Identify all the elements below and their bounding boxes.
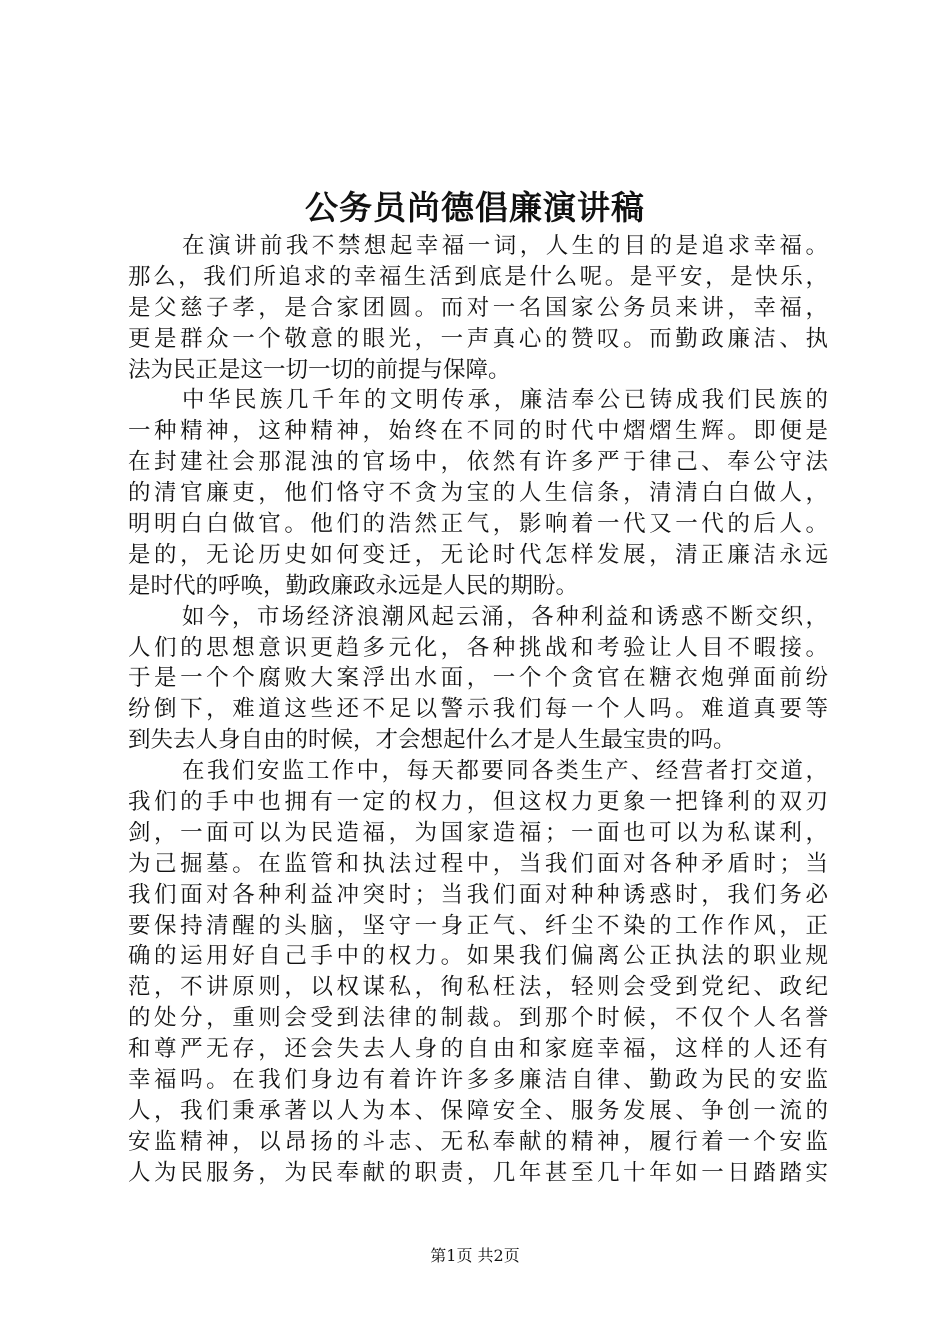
text-line: 人，我们秉承著以人为本、保障安全、服务发展、争创一流的 — [128, 1097, 828, 1124]
text-line: 我们的手中也拥有一定的权力，但这权力更象一把锋利的双刃 — [128, 789, 828, 816]
page-title: 公务员尚德倡廉演讲稿 — [305, 188, 645, 227]
text-line: 要保持清醒的头脑，坚守一身正气、纤尘不染的工作作风，正 — [128, 912, 828, 939]
text-line: 的处分，重则会受到法律的制裁。到那个时候，不仅个人名誉 — [128, 1005, 828, 1032]
text-line: 法为民正是这一切一切的前提与保障。 — [128, 356, 511, 383]
text-line: 我们面对各种利益冲突时；当我们面对种种诱惑时，我们务必 — [128, 881, 828, 908]
text-line: 在演讲前我不禁想起幸福一词，人生的目的是追求幸福。 — [182, 233, 828, 259]
page-footer: 第1页 共2页 — [430, 1246, 520, 1265]
text-line: 明明白白做官。他们的浩然正气，影响着一代又一代的后人。 — [128, 511, 828, 538]
paragraph — [128, 756, 828, 1188]
paragraph — [128, 385, 828, 601]
text-line: 在封建社会那混浊的官场中，依然有许多严于律己、奉公守法 — [128, 449, 828, 476]
text-line: 一种精神，这种精神，始终在不同的时代中熠熠生辉。即便是 — [128, 418, 828, 445]
text-line: 范，不讲原则，以权谋私，徇私枉法，轻则会受到党纪、政纪 — [128, 974, 828, 1001]
text-line: 纷倒下，难道这些还不足以警示我们每一个人吗。难道真要等 — [128, 696, 828, 723]
text-line: 为己掘墓。在监管和执法过程中，当我们面对各种矛盾时；当 — [128, 850, 828, 877]
text-line: 是的，无论历史如何变迁，无论时代怎样发展，清正廉洁永远 — [128, 541, 828, 568]
text-line: 在我们安监工作中，每天都要同各类生产、经营者打交道， — [182, 758, 828, 785]
text-line: 是时代的呼唤，勤政廉政永远是人民的期盼。 — [128, 572, 579, 599]
text-line: 幸福吗。在我们身边有着许许多多廉洁自律、勤政为民的安监 — [128, 1067, 828, 1094]
text-line: 更是群众一个敬意的眼光，一声真心的赞叹。而勤政廉洁、执 — [128, 325, 828, 352]
text-line: 安监精神，以昂扬的斗志、无私奉献的精神，履行着一个安监 — [128, 1128, 828, 1155]
text-line: 和尊严无存，还会失去人身的自由和家庭幸福，这样的人还有 — [128, 1036, 828, 1063]
document-body — [128, 231, 828, 1189]
text-line: 人们的思想意识更趋多元化，各种挑战和考验让人目不暇接。 — [128, 634, 828, 661]
text-line: 那么，我们所追求的幸福生活到底是什么呢。是平安，是快乐， — [128, 263, 828, 290]
text-line: 是父慈子孝，是合家团圆。而对一名国家公务员来讲，幸福， — [128, 294, 828, 321]
text-line: 到失去人身自由的时候，才会想起什么才是人生最宝贵的吗。 — [128, 727, 736, 754]
text-line: 中华民族几千年的文明传承，廉洁奉公已铸成我们民族的 — [182, 387, 828, 414]
text-line: 于是一个个腐败大案浮出水面，一个个贪官在糖衣炮弹面前纷 — [128, 665, 828, 692]
text-line: 人为民服务，为民奉献的职责，几年甚至几十年如一日踏踏实 — [128, 1159, 828, 1186]
text-line: 确的运用好自己手中的权力。如果我们偏离公正执法的职业规 — [128, 943, 828, 970]
text-line: 如今，市场经济浪潮风起云涌，各种利益和诱惑不断交织， — [182, 603, 828, 630]
text-line: 剑，一面可以为民造福，为国家造福；一面也可以为私谋利， — [128, 819, 828, 846]
paragraph — [128, 231, 828, 385]
text-line: 的清官廉吏，他们恪守不贪为宝的人生信条，清清白白做人， — [128, 480, 828, 507]
paragraph — [128, 602, 828, 756]
